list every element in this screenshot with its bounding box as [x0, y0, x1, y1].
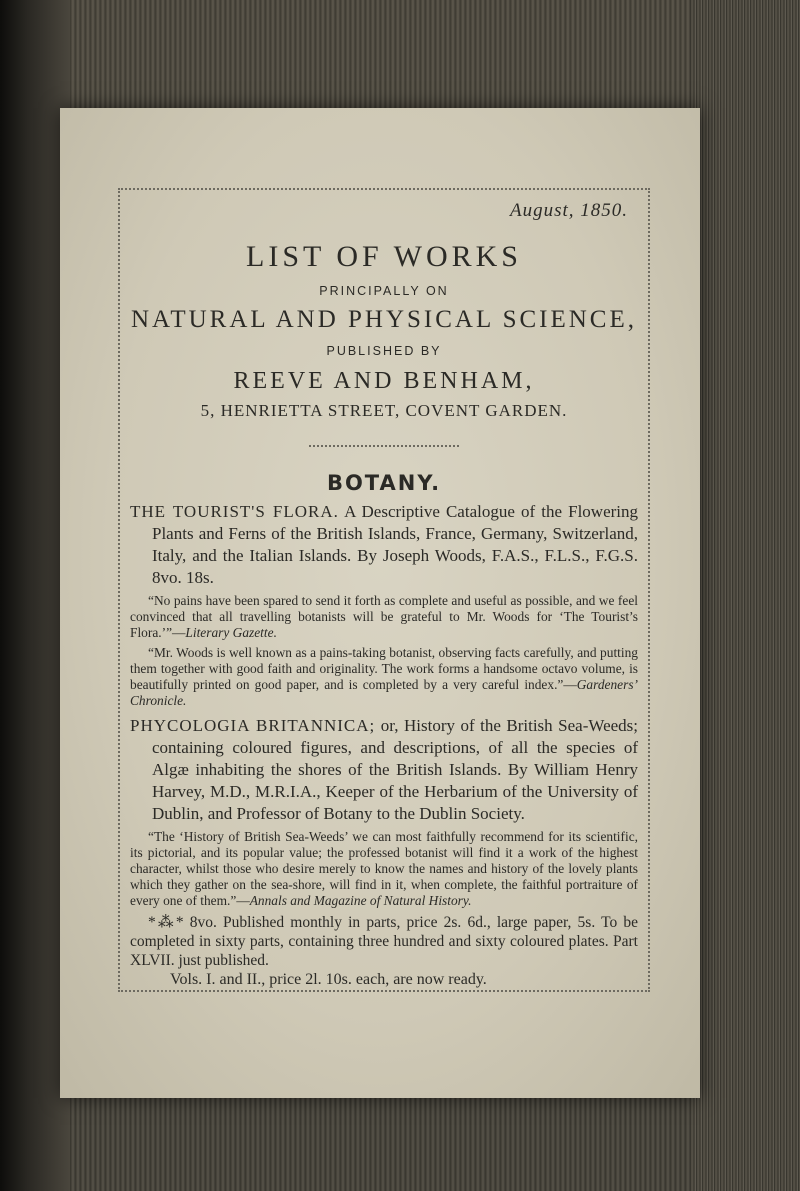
- entry-title: THE TOURIST'S FLORA.: [130, 502, 339, 521]
- entry-heading: [130, 715, 638, 825]
- review-quote: [130, 645, 638, 709]
- quote-text: “Mr. Woods is well known as a pains-taking botanist, observing facts carefully, and putting them together with good faith and originality. The work forms a handsome octavo volume, is beautifully printed on good paper, and is completed by a very careful index.”—: [130, 645, 638, 692]
- book-edge-top: [0, 0, 800, 110]
- catalogue-page: [60, 108, 700, 1098]
- publication-note: *⁂* 8vo. Published monthly in parts, price 2s. 6d., large paper, 5s. To be completed in sixty parts, containing three hundred and sixty coloured plates. Part XLVII. just published.: [130, 914, 638, 969]
- book-edge-right: [690, 0, 800, 1191]
- subject-heading: NATURAL AND PHYSICAL SCIENCE,: [130, 306, 637, 333]
- quote-text: “No pains have been spared to send it forth as complete and useful as possible, and we feel convinced that all travelling botanists will be grateful to Mr. Woods for ‘The Tourist’s Flora.’”—: [130, 593, 638, 640]
- page-date: August, 1850.: [509, 200, 628, 221]
- entry-tourists-flora: [130, 501, 638, 709]
- quote-source: Annals and Magazine of Natural History.: [249, 893, 472, 908]
- review-quote: [130, 829, 638, 909]
- quote-text: “The ‘History of British Sea-Weeds’ we can most faithfully recommend for its scientific, its pictorial, and its popular value; the professed botanist will find it a work of the highest character, whilst those who desire merely to know the names and history of the lovely plants which they gather on the sea-shore, will find in it, when complete, the faithful portraiture of every one of them.”—: [130, 829, 638, 908]
- entry-phycologia-britannica: [130, 715, 638, 990]
- ornamental-divider: [309, 445, 459, 451]
- entry-title: PHYCOLOGIA BRITANNICA;: [130, 716, 376, 735]
- volumes-note: Vols. I. and II., price 2l. 10s. each, are now ready.: [170, 971, 487, 988]
- page-title: LIST OF WORKS: [246, 240, 522, 273]
- published-by-label: PUBLISHED BY: [326, 344, 442, 358]
- entry-description: or, History of the British Sea-Weeds; containing coloured figures, and descriptions, of all the species of Algæ inhabiting the shores of the British Islands. By William Henry Harvey, M.D., M.R.I.A., Keeper of the Herbarium of the University of Dublin, and Professor of Botany to the Dublin Society.: [152, 716, 638, 823]
- entry-heading: [130, 501, 638, 589]
- section-title: BOTANY.: [326, 471, 442, 495]
- quote-source: Literary Gazette.: [185, 625, 277, 640]
- publisher-address: 5, HENRIETTA STREET, COVENT GARDEN.: [200, 401, 568, 420]
- entry-description: A Descriptive Catalogue of the Flowering Plants and Ferns of the British Islands, France, Germany, Switzerland, Italy, and the Italian Islands. By Joseph Woods, F.A.S., F.L.S., F.G.S. 8vo. 18s.: [152, 502, 638, 587]
- page-content: [130, 196, 638, 990]
- quote-source: Gardeners’ Chronicle.: [130, 677, 638, 708]
- principally-on-label: PRINCIPALLY ON: [319, 284, 449, 298]
- review-quote: [130, 593, 638, 641]
- publisher-name: REEVE AND BENHAM,: [233, 368, 535, 394]
